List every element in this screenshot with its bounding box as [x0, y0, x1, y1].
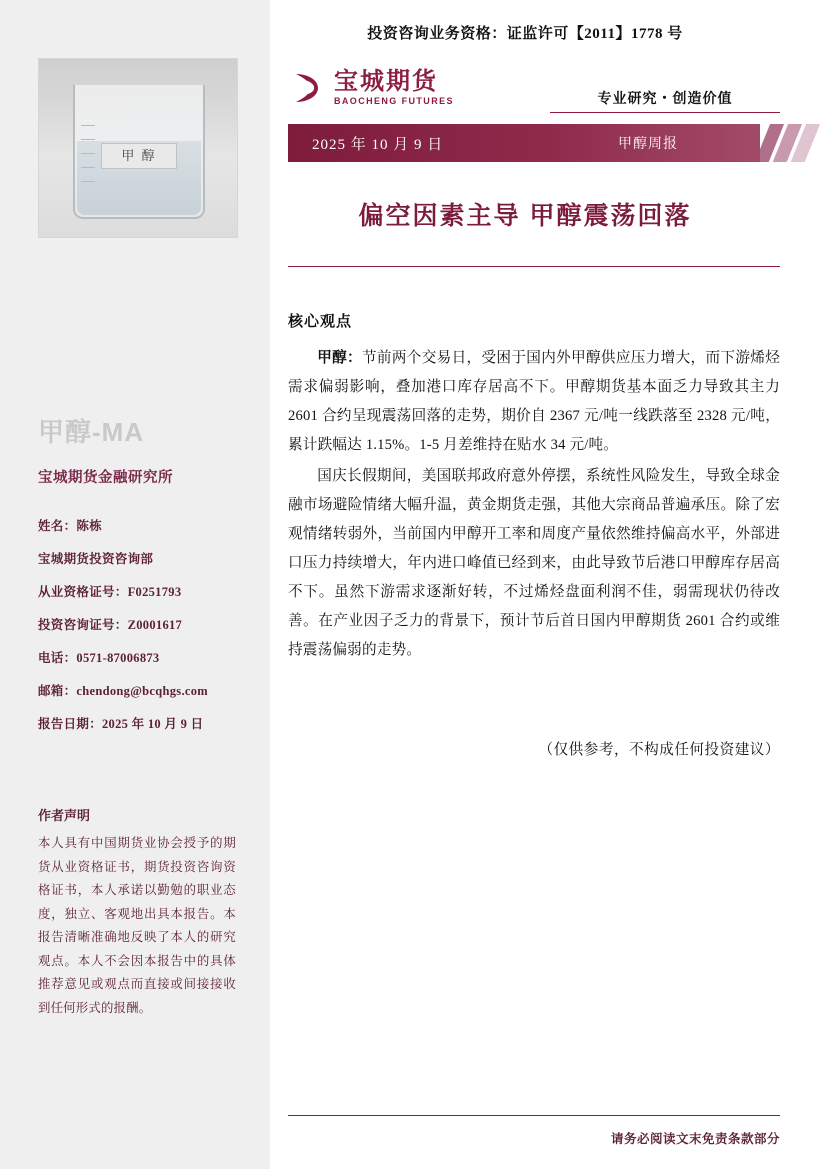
baocheng-logo-icon [288, 68, 328, 108]
paragraph-2-text: 国庆长假期间，美国联邦政府意外停摆，系统性风险发生，导致全球金融市场避险情绪大幅升温，黄金期货走强，其他大宗商品普遍承压。除了宏观情绪转弱外，当前国内甲醇开工率和周度产量依然维持偏高水平，外部进口压力持续增大，年内进口峰值已经到来，由此导致节后港口甲醇库存居高不下。虽然下游需求逐渐好转，不过烯烃盘面利润不佳，弱需现状仍待改善。在产业因子乏力的背景下，预计节后首日国内甲醇期货 2601 合约或维持震荡偏弱的走势。 [288, 468, 780, 658]
slogan: 专业研究・创造价值 [597, 92, 733, 107]
meta-phone: 电话：0571-87006873 [38, 651, 160, 665]
company-logo [288, 68, 454, 108]
paragraph-2 [288, 462, 780, 665]
advisory-note: （仅供参考，不构成任何投资建议） [538, 742, 780, 758]
slogan-divider [550, 112, 780, 113]
meta-consulting-license: 投资咨询证号：Z0001617 [38, 618, 183, 632]
banner-bar [288, 124, 760, 162]
banner-date: 2025 年 10 月 9 日 [312, 137, 444, 153]
beaker-ticks [81, 125, 101, 205]
meta-practice-license: 从业资格证号：F0251793 [38, 585, 182, 599]
paragraph-1-text: 节前两个交易日，受困于国内外甲醇供应压力增大，而下游烯烃需求偏弱影响，叠加港口库存居高不下。甲醇期货基本面乏力导致其主力 2601 合约呈现震荡回落的走势，期价自 2367 元/吨一线跌落至 2328 元/吨，累计跌幅达 1.15%。1-5 月差维持在贴水 34 元/吨。 [288, 350, 780, 453]
paragraph-1 [288, 344, 780, 460]
footer-divider [288, 1115, 780, 1116]
banner-stripes [760, 124, 826, 162]
banner-report-type: 甲醇周报 [618, 137, 678, 152]
body-text [288, 344, 780, 667]
institute-name: 宝城期货金融研究所 [38, 470, 173, 486]
paragraph-1-lead: 甲醇： [317, 350, 362, 366]
product-title: 甲醇-MA [38, 417, 145, 447]
logo-text-cn: 宝城期货 [334, 68, 438, 95]
author-meta-list [38, 518, 253, 749]
page-title: 偏空因素主导 甲醇震荡回落 [358, 202, 692, 230]
logo-text-en: BAOCHENG FUTURES [334, 96, 454, 106]
report-banner [288, 124, 826, 162]
section-heading-core-view: 核心观点 [288, 313, 353, 330]
meta-email[interactable]: 邮箱：chendong@bcqhgs.com [38, 684, 208, 698]
declaration-title: 作者声明 [38, 808, 91, 823]
beaker-label: 甲 醇 [101, 143, 177, 169]
beaker-icon [73, 85, 205, 219]
meta-department: 宝城期货投资咨询部 [38, 552, 154, 566]
footer-note: 请务必阅读文末免责条款部分 [610, 1132, 780, 1146]
cover-image [38, 58, 238, 238]
license-line: 投资咨询业务资格：证监许可【2011】1778 号 [367, 26, 683, 42]
sidebar [0, 0, 270, 1169]
title-divider [288, 266, 780, 267]
meta-author-name: 姓名：陈栋 [38, 519, 103, 533]
main-content [270, 0, 826, 1169]
meta-report-date: 报告日期：2025 年 10 月 9 日 [38, 717, 204, 731]
declaration-body: 本人具有中国期货业协会授予的期货从业资格证书，期货投资咨询资格证书，本人承诺以勤勉的职业态度，独立、客观地出具本报告。本报告清晰准确地反映了本人的研究观点。本人不会因本报告中的具体推荐意见或观点而直接或间接接收到任何形式的报酬。 [38, 836, 236, 1015]
